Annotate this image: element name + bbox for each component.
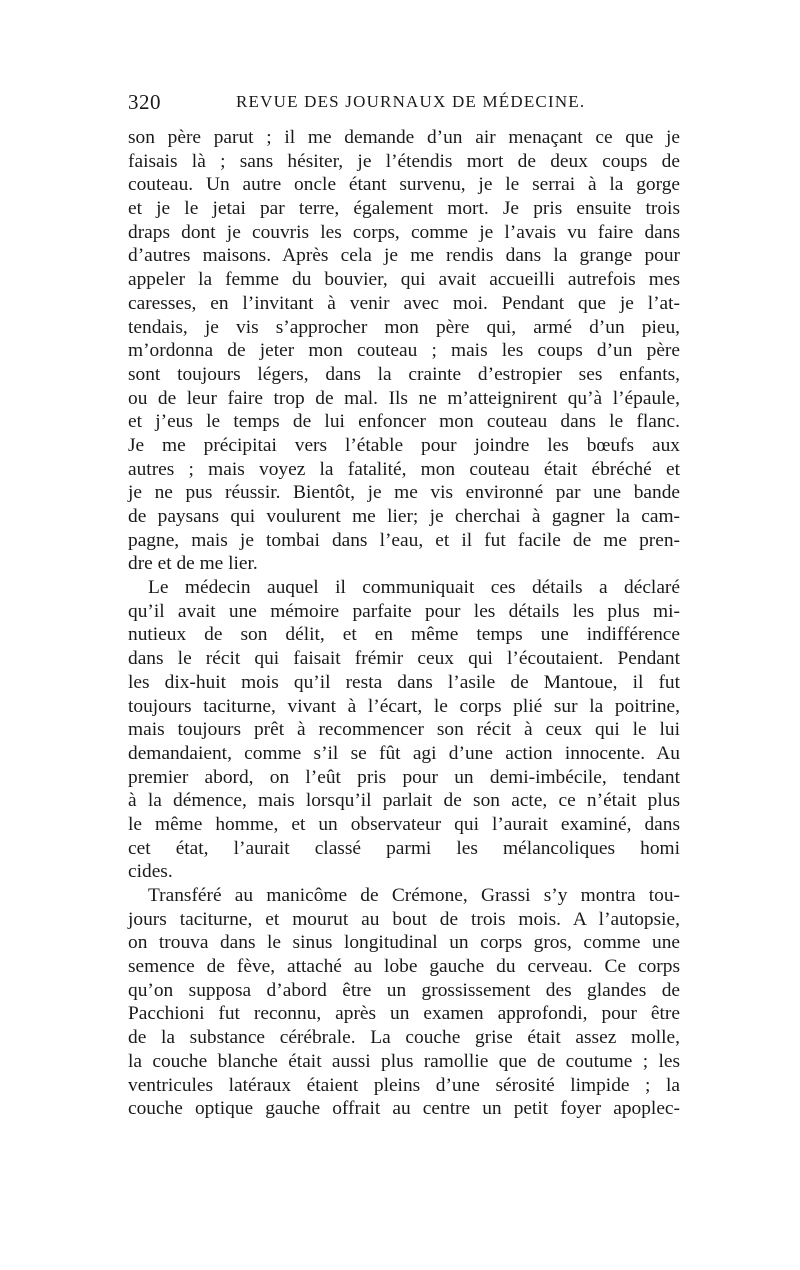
text-line: Le médecin auquel il communiquait ces détails a déclaré	[148, 577, 680, 599]
text-line: tendais, je vis s’approcher mon père qui, armé d’un pieu,	[128, 316, 680, 338]
text-line: couteau. Un autre oncle étant survenu, je le serrai à la gorge	[128, 174, 680, 196]
text-line: Pacchioni fut reconnu, après un examen approfondi, pour être	[128, 1003, 680, 1025]
text-line: cides.	[128, 861, 173, 883]
text-line: sont toujours légers, dans la crainte d’estropier ses enfants,	[128, 363, 680, 385]
page-number: 320	[128, 90, 161, 114]
text-line: qu’on supposa d’abord être un grossissement des glandes de	[128, 979, 680, 1001]
text-line: à la démence, mais lorsqu’il parlait de son acte, ce n’était plus	[128, 790, 680, 812]
text-line: de paysans qui voulurent me lier; je cherchai à gagner la cam-	[128, 506, 680, 527]
text-line: ventricules latéraux étaient pleins d’une sérosité limpide ; la	[128, 1074, 680, 1096]
text-line: premier abord, on l’eût pris pour un demi-imbécile, tendant	[128, 766, 680, 788]
text-line: semence de fève, attaché au lobe gauche du cerveau. Ce corps	[128, 956, 680, 978]
text-line: dans le récit qui faisait frémir ceux qui l’écoutaient. Pendant	[128, 648, 680, 670]
body-text	[128, 126, 680, 1121]
text-line: appeler la femme du bouvier, qui avait accueilli autrefois mes	[128, 269, 680, 291]
running-title: REVUE DES JOURNAUX DE MÉDECINE.	[236, 92, 586, 111]
text-line: ou de leur faire trop de mal. Ils ne m’atteignirent qu’à l’épaule,	[128, 387, 680, 409]
text-line: on trouva dans le sinus longitudinal un corps gros, comme une	[128, 932, 680, 954]
text-line: et je le jetai par terre, également mort. Je pris ensuite trois	[128, 198, 680, 220]
text-line: qu’il avait une mémoire parfaite pour les détails les plus mi-	[128, 600, 680, 622]
text-line: m’ordonna de jeter mon couteau ; mais les coups d’un père	[128, 340, 680, 362]
text-line: et j’eus le temps de lui enfoncer mon couteau dans le flanc.	[128, 411, 680, 433]
text-line: je ne pus réussir. Bientôt, je me vis environné par une bande	[128, 482, 680, 504]
text-line: de la substance cérébrale. La couche grise était assez molle,	[128, 1027, 680, 1049]
text-line: son père parut ; il me demande d’un air menaçant ce que je	[128, 127, 680, 148]
text-line: demandaient, comme s’il se fût agi d’une action innocente. Au	[128, 742, 680, 764]
page-header	[128, 90, 680, 120]
text-line: couche optique gauche offrait au centre un petit foyer apoplec-	[128, 1098, 680, 1120]
text-line: jours taciturne, et mourut au bout de trois mois. A l’autopsie,	[128, 908, 680, 930]
text-line: les dix-huit mois qu’il resta dans l’asile de Mantoue, il fut	[128, 671, 680, 693]
text-line: Transféré au manicôme de Crémone, Grassi s’y montra tou-	[148, 885, 680, 906]
text-line: nutieux de son délit, et en même temps une indifférence	[128, 624, 680, 646]
text-line: le même homme, et un observateur qui l’aurait examiné, dans	[128, 813, 680, 835]
text-line: autres ; mais voyez la fatalité, mon couteau était ébréché et	[128, 458, 680, 480]
text-line: toujours taciturne, vivant à l’écart, le corps plié sur la poitrine,	[128, 695, 680, 717]
text-line: draps dont je couvris les corps, comme je l’avais vu faire dans	[128, 221, 680, 243]
text-line: caresses, en l’invitant à venir avec moi. Pendant que je l’at-	[128, 292, 680, 314]
text-line: pagne, mais je tombai dans l’eau, et il fut facile de me pren-	[128, 529, 680, 551]
text-line: la couche blanche était aussi plus ramollie que de coutume ; les	[128, 1050, 680, 1072]
text-line: d’autres maisons. Après cela je me rendis dans la grange pour	[128, 245, 680, 267]
text-line: mais toujours prêt à recommencer son récit à ceux qui le lui	[128, 719, 680, 741]
text-line: cet état, l’aurait classé parmi les mélancoliques homi	[128, 837, 680, 859]
text-line: dre et de me lier.	[128, 553, 258, 575]
text-line: faisais là ; sans hésiter, je l’étendis mort de deux coups de	[128, 150, 680, 172]
text-line: Je me précipitai vers l’étable pour joindre les bœufs aux	[128, 434, 680, 456]
